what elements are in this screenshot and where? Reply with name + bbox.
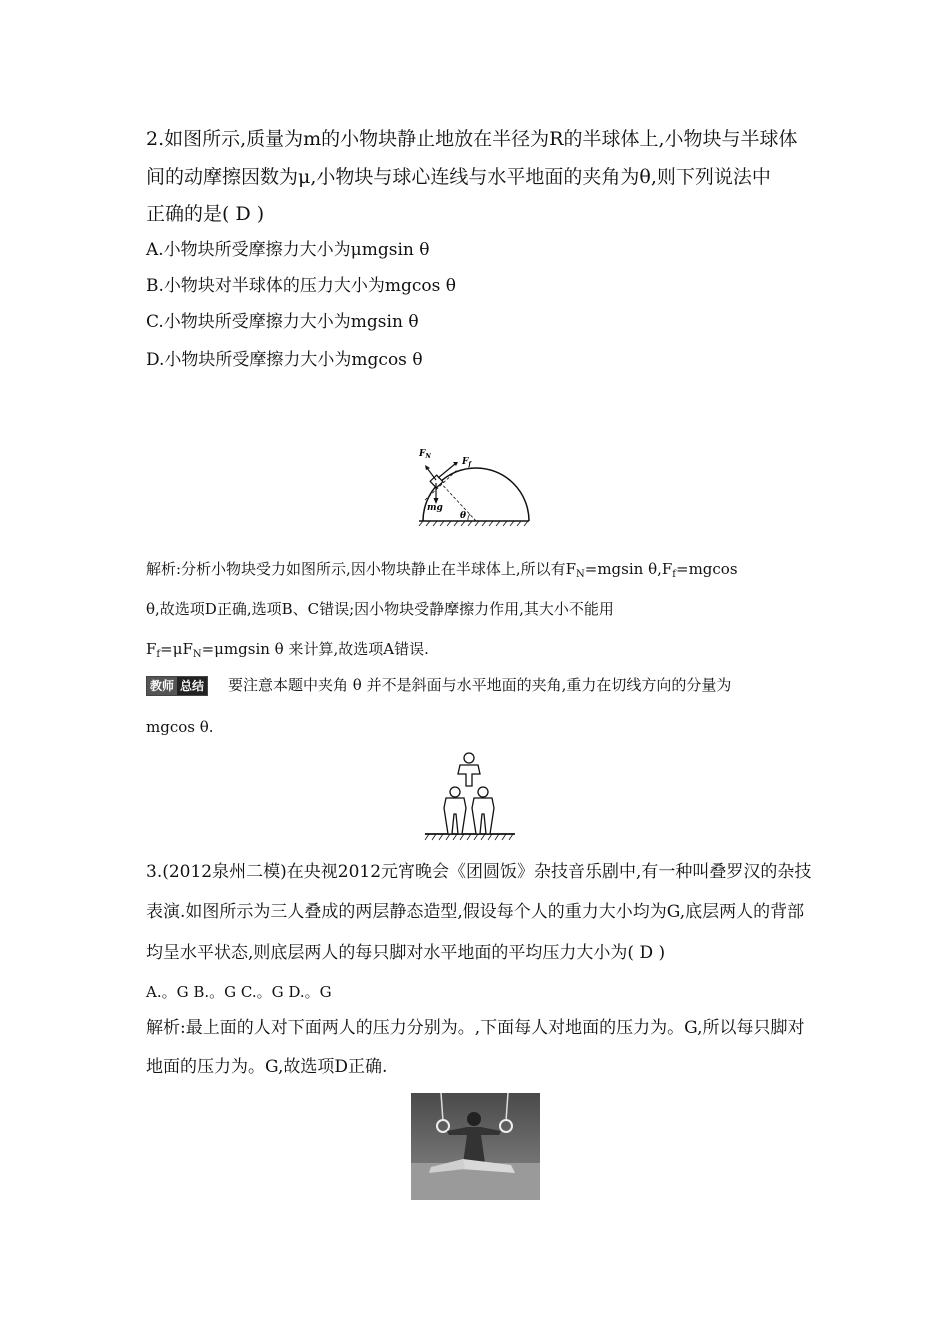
ff-label: $F_f$ — [462, 457, 471, 468]
gymnast-rings-photo — [411, 1093, 540, 1200]
acrobat-stack-diagram — [420, 750, 520, 842]
q2-option-b: B.小物块对半球体的压力大小为mgcos θ — [146, 276, 457, 296]
q3-stem-line-1: 3.(2012泉州二模)在央视2012元宵晚会《团圆饭》杂技音乐剧中,有一种叫叠罗汉的杂技 — [146, 862, 812, 882]
q2-option-d: D.小物块所受摩擦力大小为mgcos θ — [146, 350, 423, 370]
q2-option-a: A.小物块所受摩擦力大小为μmgsin θ — [146, 240, 430, 260]
badge-teacher: 教师 — [147, 677, 177, 695]
q2-analysis-line-1: 解析:分析小物块受力如图所示,因小物块静止在半球体上,所以有$F_N=mgsin$ $\theta,F_f=mgcos$ — [146, 560, 738, 580]
q3-stem-line-3: 均呈水平状态,则底层两人的每只脚对水平地面的平均压力大小为( D ) — [146, 943, 666, 963]
fn-label: $F_N$ — [419, 449, 431, 460]
summary-line-1: 要注意本题中夹角 θ 并不是斜面与水平地面的夹角,重力在切线方向的分量为 — [228, 676, 732, 694]
summary-line-2: mgcos θ. — [146, 718, 214, 736]
badge-summary: 总结 — [177, 677, 207, 695]
q2-option-c: C.小物块所受摩擦力大小为mgsin θ — [146, 312, 419, 332]
q2-analysis-line-3: $F_f=\mu F_N=\mu mgsin$ θ 来计算,故选项A错误. — [146, 640, 429, 660]
q2-analysis-line-2: θ,故选项D正确,选项B、C错误;因小物块受静摩擦力作用,其大小不能用 — [146, 600, 614, 618]
teacher-summary-badge — [146, 676, 208, 696]
mg-label: mg — [427, 503, 443, 513]
q2-stem-line-2: 间的动摩擦因数为μ,小物块与球心连线与水平地面的夹角为θ,则下列说法中 — [146, 166, 771, 188]
q3-analysis-line-2: 地面的压力为。G,故选项D正确. — [146, 1057, 388, 1077]
hemisphere-force-diagram — [405, 440, 535, 530]
q3-analysis-line-1: 解析:最上面的人对下面两人的压力分别为。,下面每人对地面的压力为。G,所以每只脚对 — [146, 1018, 805, 1038]
theta-label: θ — [460, 511, 467, 521]
q3-stem-line-2: 表演.如图所示为三人叠成的两层静态造型,假设每个人的重力大小均为G,底层两人的背部 — [146, 902, 805, 922]
q2-stem-line-1: 2.如图所示,质量为m的小物块静止地放在半径为R的半球体上,小物块与半球体 — [146, 128, 798, 150]
q3-options: A.。G B.。G C.。G D.。G — [146, 983, 332, 1001]
q2-stem-line-3: 正确的是( D ) — [146, 203, 265, 225]
